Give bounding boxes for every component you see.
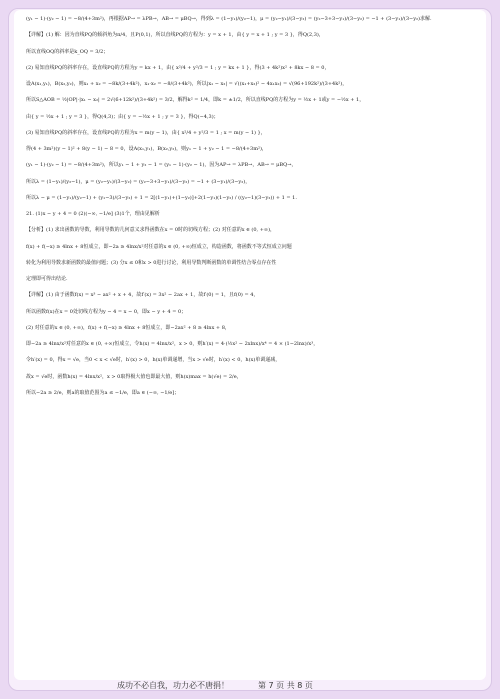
text-line: 即−2a ≥ 4lnx/x²对任意的x ∈ (0, +∞)恒成立，令h(x) = 4lnx/x²，x > 0，则h′(x) = 4·(½x² − 2xlnx)/x⁴ = 4 × (1−2lnx)/x³， (26, 341, 319, 347)
text-line: 转化为利用导数求新函数的最值问题；(3) 分x ≤ 0和x > 0进行讨论，利用导数判断函数的单调性结合零点存在性 (26, 259, 277, 266)
text-line: 【详解】(1) 由于函数f(x) = x³ − ax² + x + 4，故f′(x) = 3x² − 2ax + 1，故f′(0) = 1，且f(0) = 4， (26, 292, 259, 299)
text-line: f(x) + f(−x) ≥ 4lnx + 8恒成立，即−2a ≥ 4lnx/x²对任意的x ∈ (0, +∞)恒成立，构造函数，将函数不等式恒成立问题 (26, 243, 292, 250)
text-line: 故x = √e时，函数h(x) = 4lnx/x²，x > 0取得极大值也即最大值，则h(x)max = h(√e) = 2/e， (26, 373, 242, 380)
text-line: 所以S△AOB = ½|OP|·|x₁ − x₂| = 2√(6+12k²)/(3+4k²) = 3/2，解得k² = 1/4，即k = ±1/2，所以直线PQ的方程为y = ½x + 1或y = −½x + 1， (26, 97, 365, 104)
text-line: 所以λ − μ = (1−y₁)/(y₂−1) + (y₁−3)/(3−y₂) + 1 = 2[(1−y₁)+(1−y₂)]+2(1−y₁)(1−y₂) / ((y₂−1)(3−y₂)) + 1 = 1. (26, 194, 297, 201)
text-line: 定理即可得出结论. (26, 276, 68, 282)
text-line: 所以λ = (1−y₁)/(y₂−1)，μ = (y₂−y₁)/(3−y₂) = (y₂−3+3−y₁)/(3−y₂) = −1 + (3−y₁)/(3−y₂)， (26, 178, 251, 185)
text-line: (y₁ − 1)·(y₂ − 1) = −8/(4+3m²)，所以y₁ − 1 + y₂ − 1 = (y₁ − 1)·(y₂ − 1)，因为AP→ = λPB→，AB→ = μBQ→， (26, 162, 297, 169)
text-line: 【分析】(1) 求出函数的导数，利用导数的几何意义求得函数在x = 0时的切线方程；(2) 对任意的x ∈ (0, +∞)， (26, 227, 276, 234)
text-line: (2) 对任意的x ∈ (0, +∞)，f(x) + f(−x) ≥ 4lnx + 8恒成立，即−2ax² + 8 ≥ 4lnx + 8， (26, 324, 230, 331)
text-line: (y₁ − 1)·(y₂ − 1) = −8/(4+3m²)，再根据AP→ = λPB→，AB→ = μBQ→，得到λ = (1−y₁)/(y₂−1)，μ = (y₂−y₁)/(3−y₂) = (y₂−3+3−y₁)/(3−y₂) = −1 + (3−y₁)/(3−y₂)求解. (26, 16, 432, 22)
text-line: 【详解】(1) 解：因为直线PQ的倾斜角为π/4，且P(0,1)，所以直线PQ的方程为：y = x + 1，由{ y = x + 1 ; y = 3 }，得Q(2,3)， (26, 32, 324, 39)
page-number: 第 7 页 共 8 页 (258, 681, 313, 690)
text-line: 所以−2a ≥ 2/e，则a的取值范围为a ≤ −1/e，即a ∈ (−∞, −1/e]； (26, 389, 180, 396)
text-line: 由{ y = ½x + 1 ; y = 3 }，得Q(4,3)；由{ y = −½x + 1 ; y = 3 }，得Q(−4,3)； (26, 113, 219, 120)
text-line: (3) 易知直线PQ的斜率存在，设直线PQ的方程为x = m(y − 1)，由{ x²/4 + y²/3 = 1 ; x = m(y − 1) }， (26, 129, 266, 136)
text-line: 所以直线OQ的斜率是k_OQ = 3/2； (26, 48, 109, 55)
text-line: 所以函数f(x)在x = 0处切线方程为y − 4 = x − 0，即x − y + 4 = 0； (26, 308, 187, 315)
document-body (26, 16, 481, 396)
text-line: 设A(x₁,y₁)，B(x₂,y₂)，则x₁ + x₂ = −8k/(3+4k²)，x₁·x₂ = −8/(3+4k²)，所以|x₁ − x₂| = √((x₁+x₂)² − 4x₁x₂) = √(96+192k²)/(3+4k²)， (26, 81, 348, 87)
answer-line: 21. (1)x − y + 4 = 0 (2)(−∞, −1/e] (3)1个，理由见解析 (26, 211, 160, 217)
text-line: 令h′(x) = 0，得x = √e，当0 < x < √e时，h′(x) > 0，h(x)单调递增，当x > √e时，h′(x) < 0，h(x)单调递减， (26, 357, 281, 364)
text-line: 得(4 + 3m²)(y − 1)² + 8(y − 1) − 8 = 0，设A(x₁,y₁)，B(x₂,y₂)，则y₁ − 1 + y₂ − 1 = −8/(4+3m²)， (26, 146, 267, 152)
footer-motto: 成功不必自我，功力必不唐捐！ (117, 681, 229, 690)
text-line: (2) 易知直线PQ的斜率存在，设直线PQ的方程为y = kx + 1，由{ x²/4 + y²/3 = 1 ; y = kx + 1 }，得(3 + 4k²)x² + 8kx − 8 = 0， (26, 64, 330, 71)
